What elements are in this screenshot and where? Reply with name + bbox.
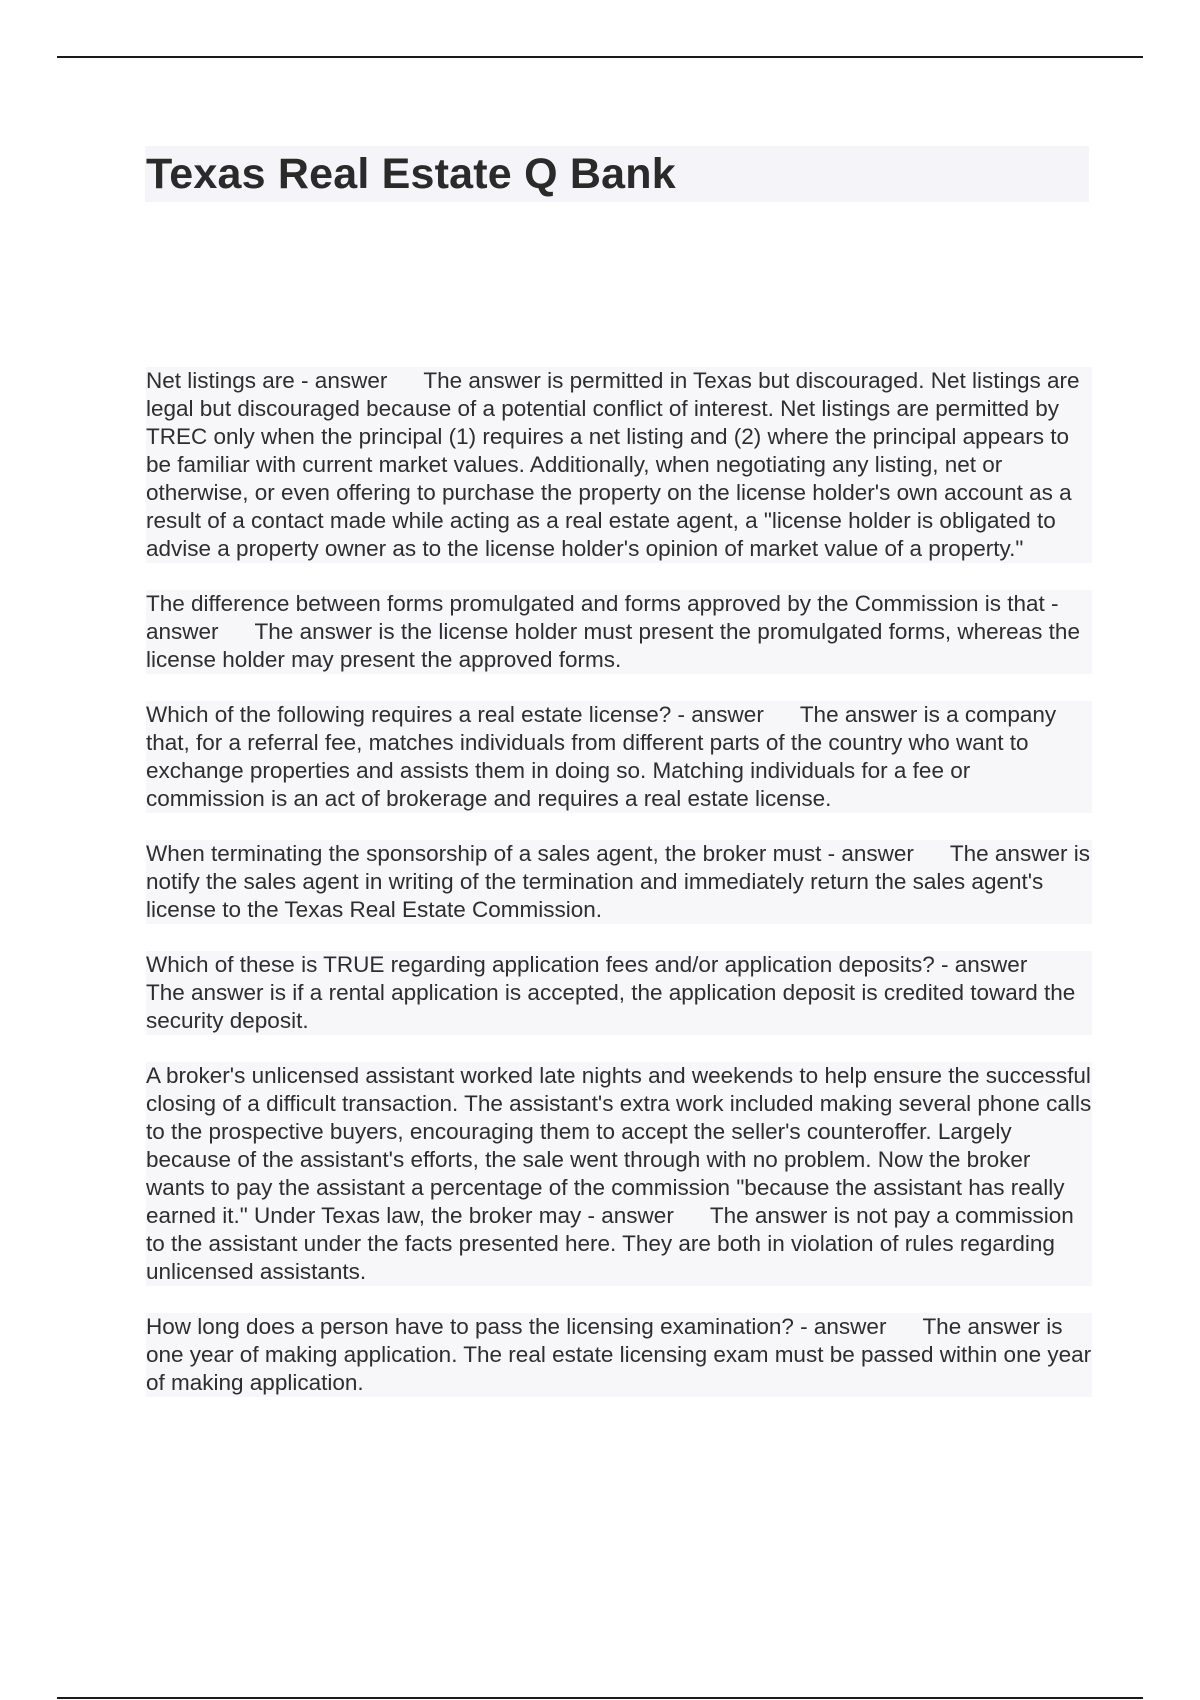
answer-text: The answer is permitted in Texas but discouraged. Net listings are legal but discouraged because of a potential conflict of interest. Net listings are permitted by TREC only when the principal (1) requires a net listing and (2) where the principal appears to be familiar with current market values. Additionally, when negotiating any listing, net or otherwise, or even offering to purchase the property on the license holder's own account as a result of a contact made while acting as a real estate agent, a "license holder is obligated to advise a property owner as to the license holder's opinion of market value of a property." [146,368,1080,561]
question-text: A broker's unlicensed assistant worked late nights and weekends to help ensure the successful closing of a difficult transaction. The assistant's extra work included making several phone calls to the prospective buyers, encouraging them to accept the seller's counteroffer. Largely because of the assistant's efforts, the sale went through with no problem. Now the broker wants to pay the assistant a percentage of the commission "because the assistant has really earned it." Under Texas law, the broker may - answer [146,1063,1092,1228]
qa-entry [146,701,1092,813]
qa-list [146,367,1092,1424]
qa-entry [146,1313,1092,1397]
question-text: Which of these is TRUE regarding application fees and/or application deposits? - answer [146,952,1028,977]
page-title: Texas Real Estate Q Bank [146,150,676,198]
top-rule [57,56,1143,58]
qa-entry [146,840,1092,924]
qa-entry [146,951,1092,1035]
answer-text: The answer is a company that, for a referral fee, matches individuals from different parts of the country who want to exchange properties and assists them in doing so. Matching individuals for a fee or commission is an act of brokerage and requires a real estate license. [146,702,1057,811]
question-text: When terminating the sponsorship of a sales agent, the broker must - answer [146,841,914,866]
answer-text: The answer is one year of making application. The real estate licensing exam must be passed within one year of making application. [146,1314,1092,1395]
question-text: How long does a person have to pass the licensing examination? - answer [146,1314,887,1339]
answer-text: The answer is if a rental application is accepted, the application deposit is credited toward the security deposit. [146,980,1076,1033]
qa-entry [146,367,1092,563]
qa-entry [146,590,1092,674]
question-text: Net listings are - answer [146,368,388,393]
bottom-rule [57,1697,1143,1699]
answer-text: The answer is notify the sales agent in writing of the termination and immediately return the sales agent's license to the Texas Real Estate Commission. [146,841,1090,922]
qa-entry [146,1062,1092,1286]
answer-text: The answer is the license holder must present the promulgated forms, whereas the license holder may present the approved forms. [146,619,1080,672]
question-text: Which of the following requires a real estate license? - answer [146,702,764,727]
answer-text: The answer is not pay a commission to the assistant under the facts presented here. They are both in violation of rules regarding unlicensed assistants. [146,1203,1074,1284]
question-text: The difference between forms promulgated and forms approved by the Commission is that - answer [146,591,1059,644]
